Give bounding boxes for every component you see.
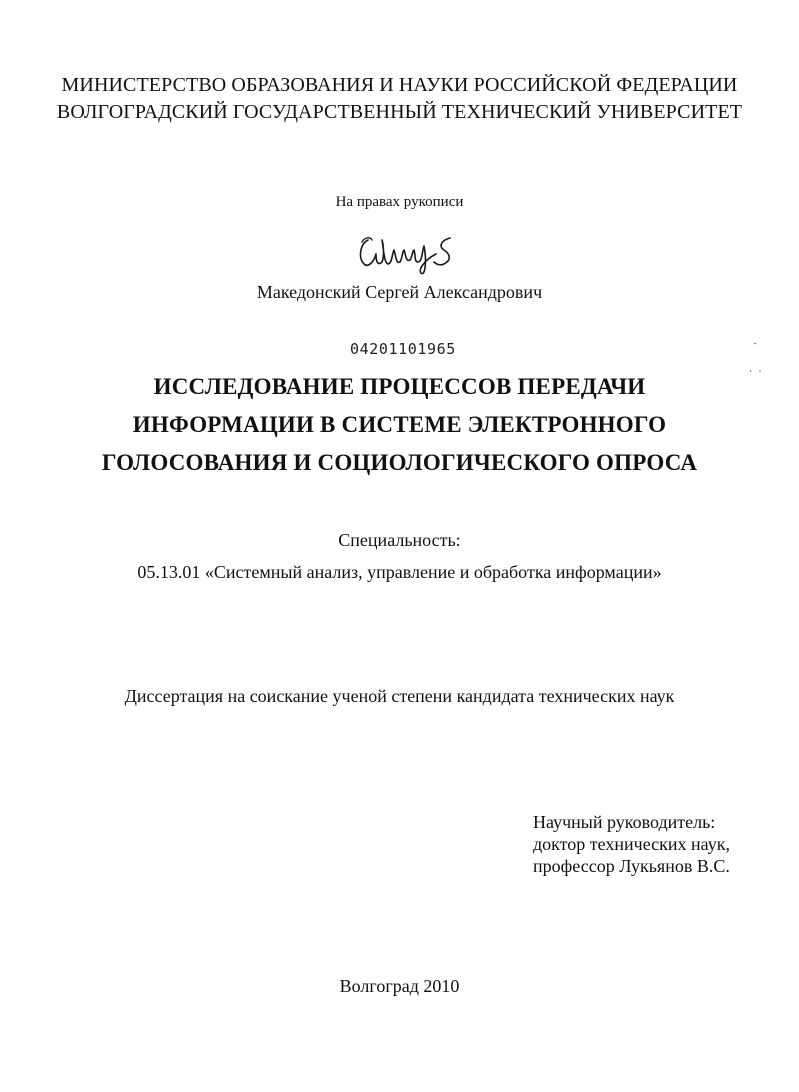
supervisor-degree: доктор технических наук, <box>533 834 730 854</box>
specialty-value: 05.13.01 «Системный анализ, управление и обработка информации» <box>137 562 662 582</box>
supervisor-name: профессор Лукьянов В.С. <box>533 856 730 876</box>
ministry-heading: МИНИСТЕРСТВО ОБРАЗОВАНИЯ И НАУКИ РОССИЙСКОЙ ФЕДЕРАЦИИ <box>61 74 738 96</box>
manuscript-note: На правах рукописи <box>335 194 464 210</box>
supervisor-label: Научный руководитель: <box>533 812 716 832</box>
city-year: Волгоград 2010 <box>339 976 460 996</box>
author-name: Македонский Сергей Александрович <box>256 282 543 302</box>
supervisor-block <box>533 811 730 877</box>
registration-number: 04201101965 <box>350 340 456 358</box>
title-line-3: ГОЛОСОВАНИЯ И СОЦИОЛОГИЧЕСКОГО ОПРОСА <box>101 450 698 475</box>
university-heading: ВОЛГОГРАДСКИЙ ГОСУДАРСТВЕННЫЙ ТЕХНИЧЕСКИЙ УНИВЕРСИТЕТ <box>56 101 743 123</box>
degree-statement: Диссертация на соискание ученой степени кандидата технических наук <box>124 686 675 706</box>
author-signature <box>354 232 464 276</box>
title-line-1: ИССЛЕДОВАНИЕ ПРОЦЕССОВ ПЕРЕДАЧИ <box>153 374 646 399</box>
title-line-2: ИНФОРМАЦИИ В СИСТЕМЕ ЭЛЕКТРОННОГО <box>132 412 667 437</box>
specialty-label: Специальность: <box>338 530 461 550</box>
